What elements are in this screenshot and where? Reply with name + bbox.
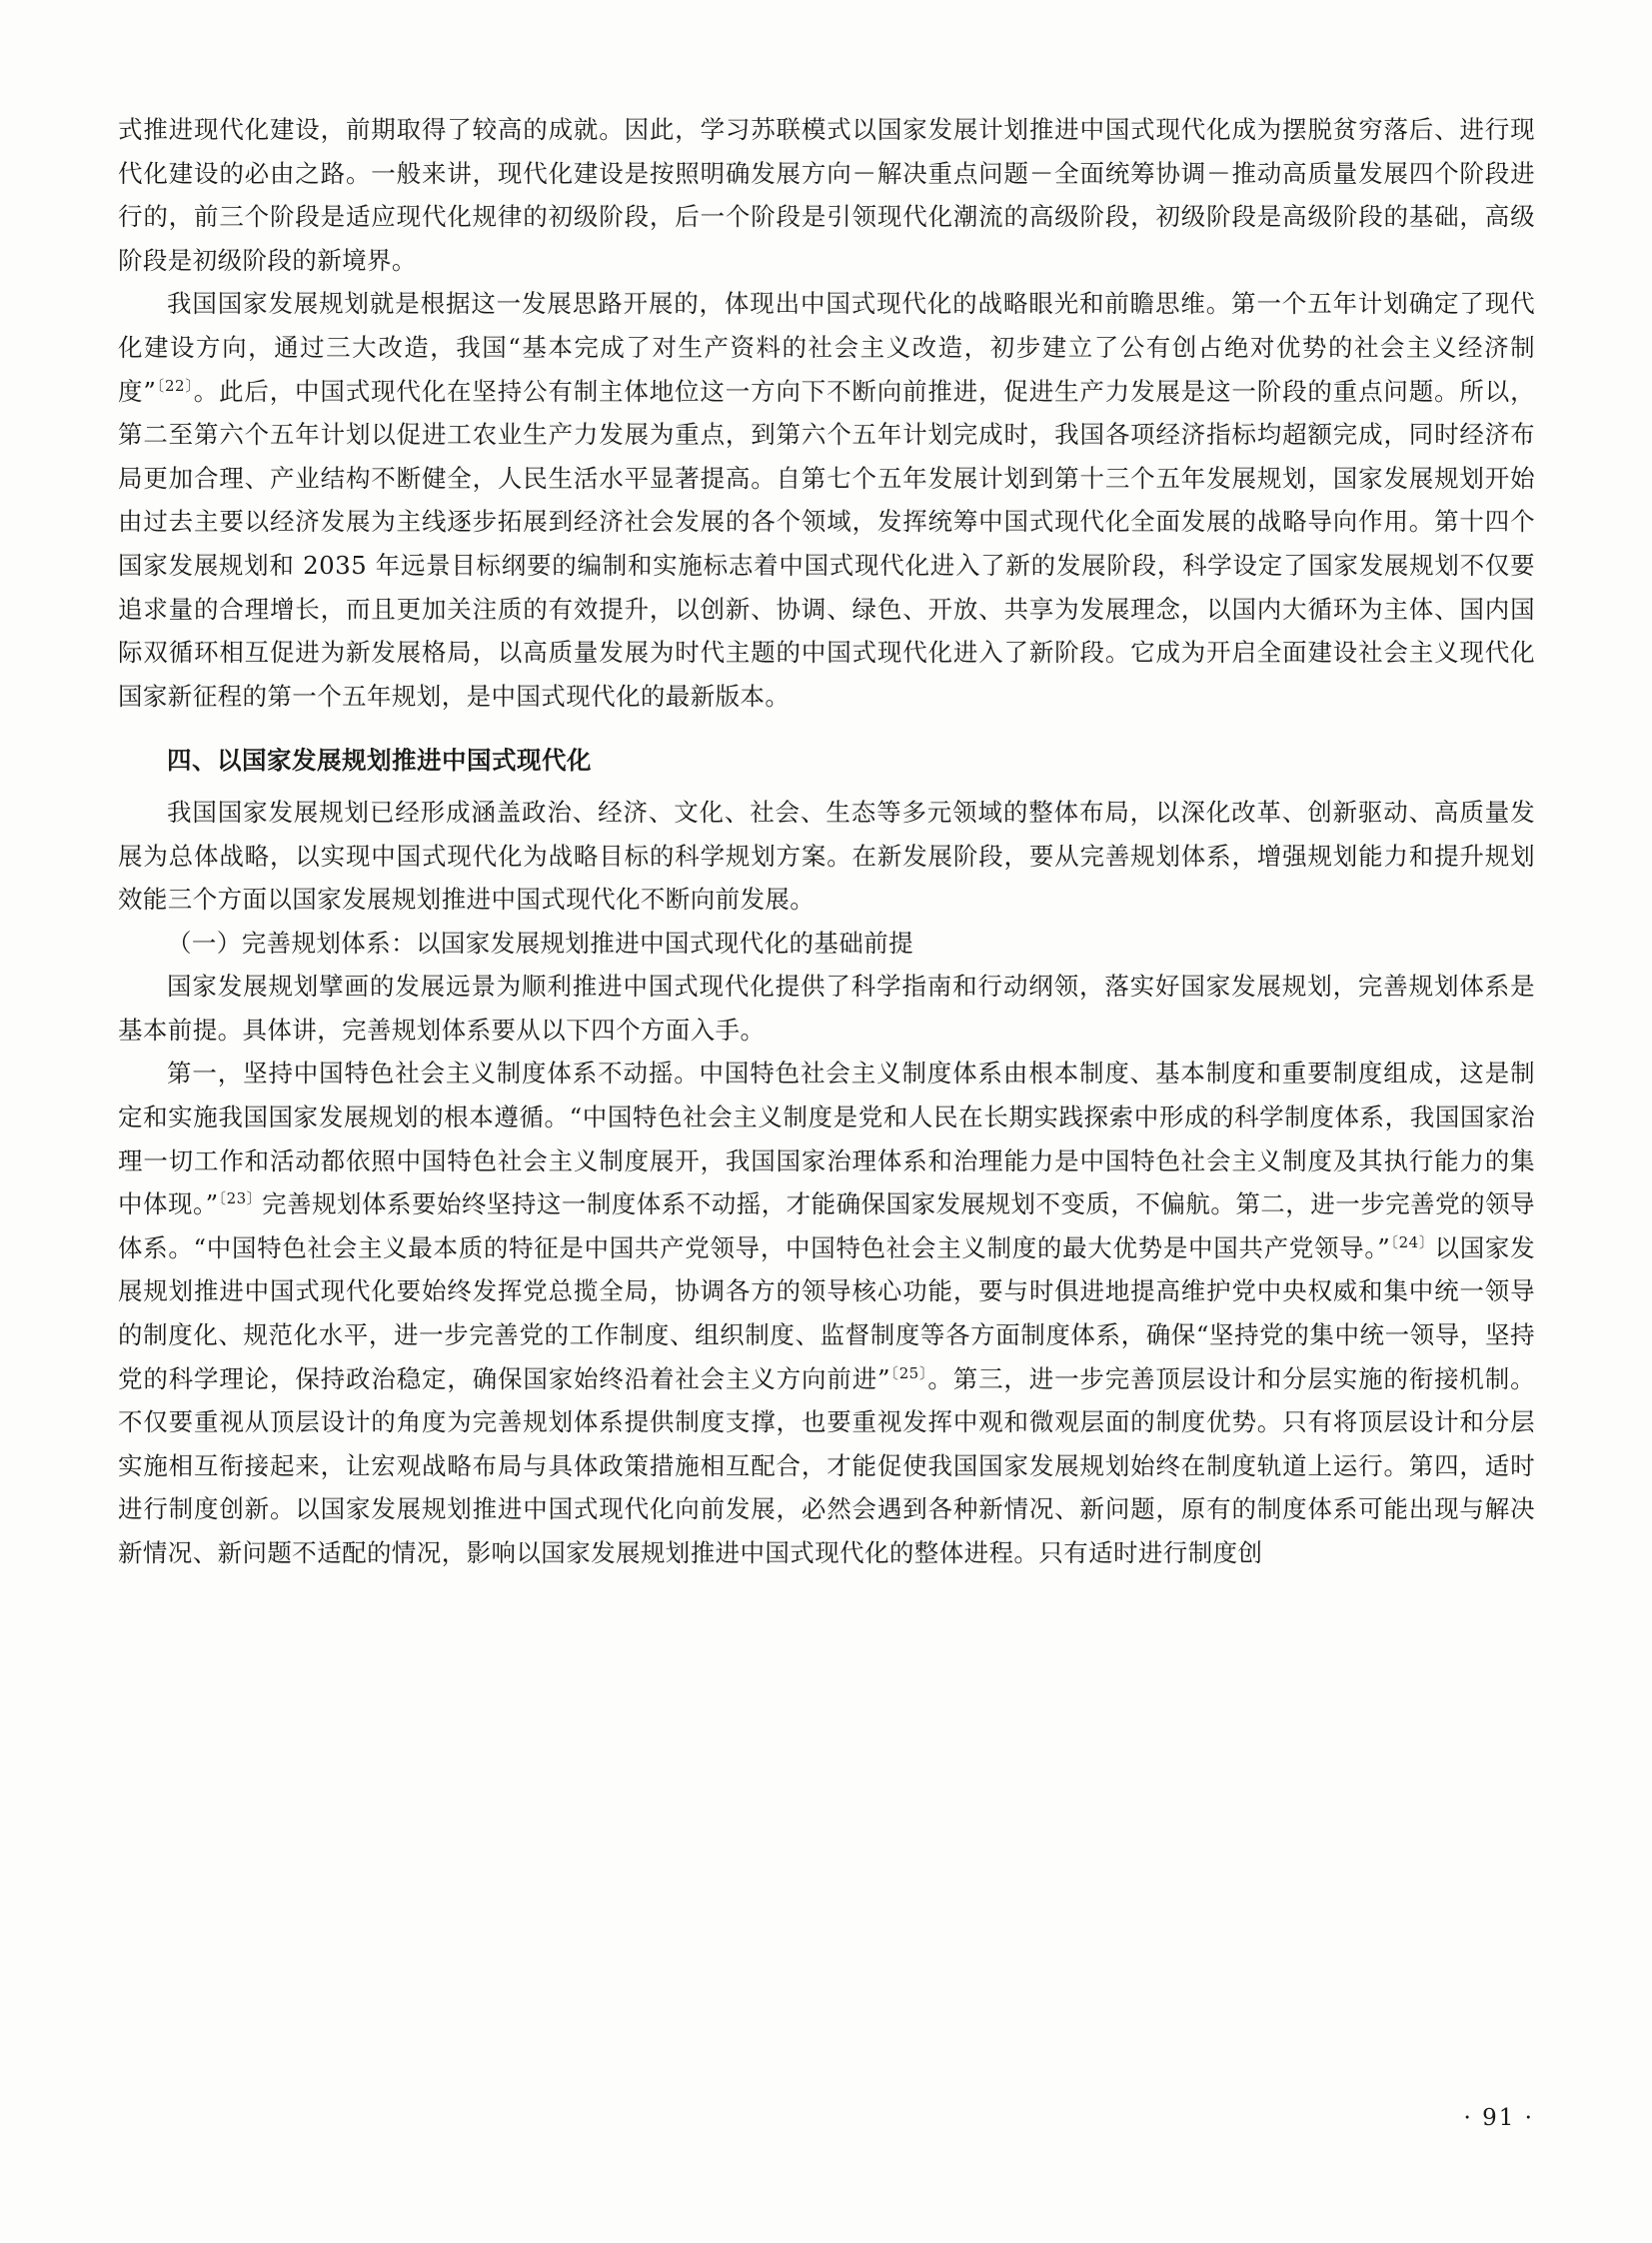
paragraph-3: 我国国家发展规划已经形成涵盖政治、经济、文化、社会、生态等多元领域的整体布局，以深化改革、创新驱动、高质量发展为总体战略，以实现中国式现代化为战略目标的科学规划方案。在新发展阶段，要从完善规划体系，增强规划能力和提升规划效能三个方面以国家发展规划推进中国式现代化不断向前发展。 bbox=[118, 797, 1535, 915]
paragraph-6-part-4: 。第三，进一步完善顶层设计和分层实施的衔接机制。不仅要重视从顶层设计的角度为完善规划体系提供制度支撑，也要重视发挥中观和微观层面的制度优势。只有将顶层设计和分层实施相互衔接起来，让宏观战略布局与具体政策措施相互配合，才能促使我国国家发展规划始终在制度轨道上运行。第四，适时进行制度创新。以国家发展规划推进中国式现代化向前发展，必然会遇到各种新情况、新问题，原有的制度体系可能出现与解决新情况、新问题不适配的情况，影响以国家发展规划推进中国式现代化的整体进程。只有适时进行制度创 bbox=[118, 1363, 1536, 1567]
section-heading: 四、以国家发展规划推进中国式现代化 bbox=[167, 746, 592, 776]
paragraph-2 bbox=[118, 282, 1535, 718]
page-number: · 91 · bbox=[1463, 2105, 1534, 2131]
footnote-ref-25: 〔25〕 bbox=[889, 1363, 928, 1382]
paragraph-1: 式推进现代化建设，前期取得了较高的成就。因此，学习苏联模式以国家发展计划推进中国式现代化成为摆脱贫穷落后、进行现代化建设的必由之路。一般来讲，现代化建设是按照明确发展方向－解决重点问题－全面统筹协调－推动高质量发展四个阶段进行的，前三个阶段是适应现代化规律的初级阶段，后一个阶段是引领现代化潮流的高级阶段，初级阶段是高级阶段的基础，高级阶段是初级阶段的新境界。 bbox=[118, 115, 1535, 275]
paragraph-2-part-2: 。此后，中国式现代化在坚持公有制主体地位这一方向下不断向前推进，促进生产力发展是这一阶段的重点问题。所以，第二至第六个五年计划以促进工农业生产力发展为重点，到第六个五年计划完成时，我国各项经济指标均超额完成，同时经济布局更加合理、产业结构不断健全，人民生活水平显著提高。自第七个五年发展计划到第十三个五年发展规划，国家发展规划开始由过去主要以经济发展为主线逐步拓展到经济社会发展的各个领域，发挥统筹中国式现代化全面发展的战略导向作用。第十四个国家发展规划和 2035 年远景目标纲要的编制和实施标志着中国式现代化进入了新的发展阶段，科学设定了国家发展规划不仅要追求量的合理增长，而且更加关注质的有效提升，以创新、协调、绿色、开放、共享为发展理念，以国内大循环为主体、国内国际双循环相互促进为新发展格局，以高质量发展为时代主题的中国式现代化进入了新阶段。它成为开启全面建设社会主义现代化国家新征程的第一个五年规划，是中国式现代化的最新版本。 bbox=[118, 376, 1536, 711]
paragraph-6-part-1: 第一，坚持中国特色社会主义制度体系不动摇。中国特色社会主义制度体系由根本制度、基本制度和重要制度组成，这是制定和实施我国国家发展规划的根本遵循。“中国特色社会主义制度是党和人民在长期实践探索中形成的科学制度体系，我国国家治理一切工作和活动都依照中国特色社会主义制度展开，我国国家治理体系和治理能力是中国特色社会主义制度及其执行能力的集中体现。” bbox=[118, 1059, 1535, 1219]
paragraph-2-part-1: 我国国家发展规划就是根据这一发展思路开展的，体现出中国式现代化的战略眼光和前瞻思维。第一个五年计划确定了现代化建设方向，通过三大改造，我国“基本完成了对生产资料的社会主义改造，初步建立了公有创占绝对优势的社会主义经济制度” bbox=[118, 289, 1535, 406]
paragraph-5: 国家发展规划擘画的发展远景为顺利推进中国式现代化提供了科学指南和行动纲领，落实好国家发展规划，完善规划体系是基本前提。具体讲，完善规划体系要从以下四个方面入手。 bbox=[118, 972, 1535, 1045]
footnote-ref-23: 〔23〕 bbox=[218, 1189, 263, 1208]
footnote-ref-22: 〔22〕 bbox=[156, 376, 194, 395]
footnote-ref-24: 〔24〕 bbox=[1390, 1232, 1435, 1251]
subsection-heading-1: （一）完善规划体系：以国家发展规划推进中国式现代化的基础前提 bbox=[167, 928, 913, 958]
page-body bbox=[118, 108, 1535, 1575]
paragraph-6 bbox=[118, 1052, 1535, 1574]
paragraph-6-part-2: 完善规划体系要始终坚持这一制度体系不动摇，才能确保国家发展规划不变质，不偏航。第二，进一步完善党的领导体系。“中国特色社会主义最本质的特征是中国共产党领导，中国特色社会主义制度的最大优势是中国共产党领导。” bbox=[118, 1189, 1535, 1262]
paragraph-6-part-3: 以国家发展规划推进中国式现代化要始终发挥党总揽全局，协调各方的领导核心功能，要与时俱进地提高维护党中央权威和集中统一领导的制度化、规范化水平，进一步完善党的工作制度、组织制度、监督制度等各方面制度体系，确保“坚持党的集中统一领导，坚持党的科学理论，保持政治稳定，确保国家始终沿着社会主义方向前进” bbox=[118, 1232, 1535, 1393]
